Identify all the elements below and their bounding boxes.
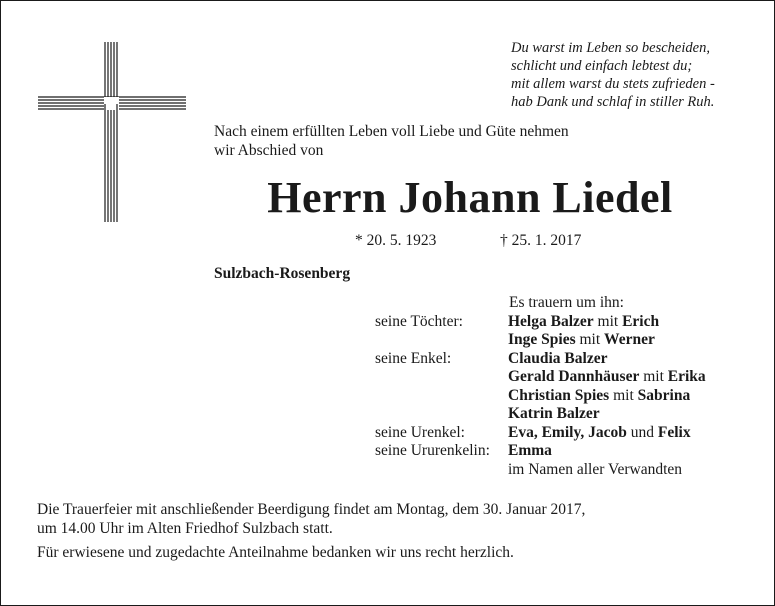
intro-text bbox=[214, 122, 569, 160]
mourner-name: Inge Spies bbox=[508, 331, 576, 348]
mourner-connector: mit bbox=[609, 386, 638, 404]
mourner-row bbox=[0, 331, 775, 350]
mourners-heading: Es trauern um ihn: bbox=[509, 294, 624, 311]
mourner-connector: mit bbox=[639, 368, 668, 385]
intro-line: wir Abschied von bbox=[214, 142, 324, 159]
mourner-connector: und bbox=[626, 423, 658, 441]
deceased-name: Herrn Johann Liedel bbox=[267, 173, 673, 222]
mourner-row bbox=[0, 313, 775, 332]
mourner-name: Gerald Dannhäuser bbox=[508, 368, 640, 385]
mourner-relation: seine Enkel: bbox=[375, 349, 452, 367]
death-date: † 25. 1. 2017 bbox=[500, 232, 582, 249]
mourner-names bbox=[508, 368, 706, 387]
mourner-row bbox=[0, 350, 775, 369]
service-line: Die Trauerfeier mit anschließender Beerdigung findet am Montag, dem 30. Januar 2017, bbox=[37, 501, 586, 518]
mourner-name: Sabrina bbox=[637, 386, 691, 404]
mourner-connector: mit bbox=[593, 312, 623, 330]
intro-line: Nach einem erfüllten Leben voll Liebe und Güte nehmen bbox=[214, 123, 569, 140]
mourner-name: Claudia Balzer bbox=[508, 349, 608, 367]
poem bbox=[511, 39, 715, 111]
mourner-row bbox=[0, 387, 775, 406]
mourner-connector: mit bbox=[575, 331, 605, 348]
thanks-text: Für erwiesene und zugedachte Anteilnahme bedanken wir uns recht herzlich. bbox=[37, 544, 514, 561]
place-name: Sulzbach-Rosenberg bbox=[214, 265, 351, 282]
mourner-row bbox=[0, 368, 775, 387]
mourner-relation: seine Töchter: bbox=[375, 312, 463, 330]
mourner-names bbox=[508, 461, 682, 480]
mourner-names bbox=[508, 405, 600, 424]
poem-line: mit allem warst du stets zufrieden - bbox=[511, 76, 715, 92]
mourner-names bbox=[508, 424, 691, 443]
mourner-connector: im Namen aller Verwandten bbox=[508, 460, 683, 478]
mourner-name: Erika bbox=[667, 368, 706, 385]
mourner-name: Katrin Balzer bbox=[508, 405, 600, 422]
mourner-row bbox=[0, 424, 775, 443]
mourner-name: Werner bbox=[604, 331, 655, 348]
mourner-name: Christian Spies bbox=[508, 386, 610, 404]
mourners-block bbox=[0, 294, 775, 486]
mourner-names bbox=[508, 387, 690, 406]
poem-line: schlicht und einfach lebtest du; bbox=[511, 58, 693, 74]
mourner-relation: seine Ururenkelin: bbox=[375, 442, 490, 459]
mourner-row bbox=[0, 442, 775, 461]
birth-date: * 20. 5. 1923 bbox=[355, 232, 437, 249]
mourner-row bbox=[0, 405, 775, 424]
mourner-names bbox=[508, 350, 607, 369]
mourner-name: Eva, Emily, Jacob bbox=[508, 423, 627, 441]
mourner-name: Erich bbox=[622, 312, 660, 330]
poem-line: Du warst im Leben so bescheiden, bbox=[511, 40, 710, 56]
mourner-name: Emma bbox=[508, 442, 552, 459]
service-info bbox=[37, 500, 585, 538]
mourner-names bbox=[508, 442, 552, 461]
poem-line: hab Dank und schlaf in stiller Ruh. bbox=[511, 94, 715, 110]
mourner-name: Helga Balzer bbox=[508, 312, 594, 330]
mourner-names bbox=[508, 313, 659, 332]
service-line: um 14.00 Uhr im Alten Friedhof Sulzbach statt. bbox=[37, 520, 333, 537]
mourner-relation: seine Urenkel: bbox=[375, 423, 465, 441]
mourner-row bbox=[0, 461, 775, 480]
mourner-name: Felix bbox=[657, 423, 691, 441]
mourner-names bbox=[508, 331, 655, 350]
